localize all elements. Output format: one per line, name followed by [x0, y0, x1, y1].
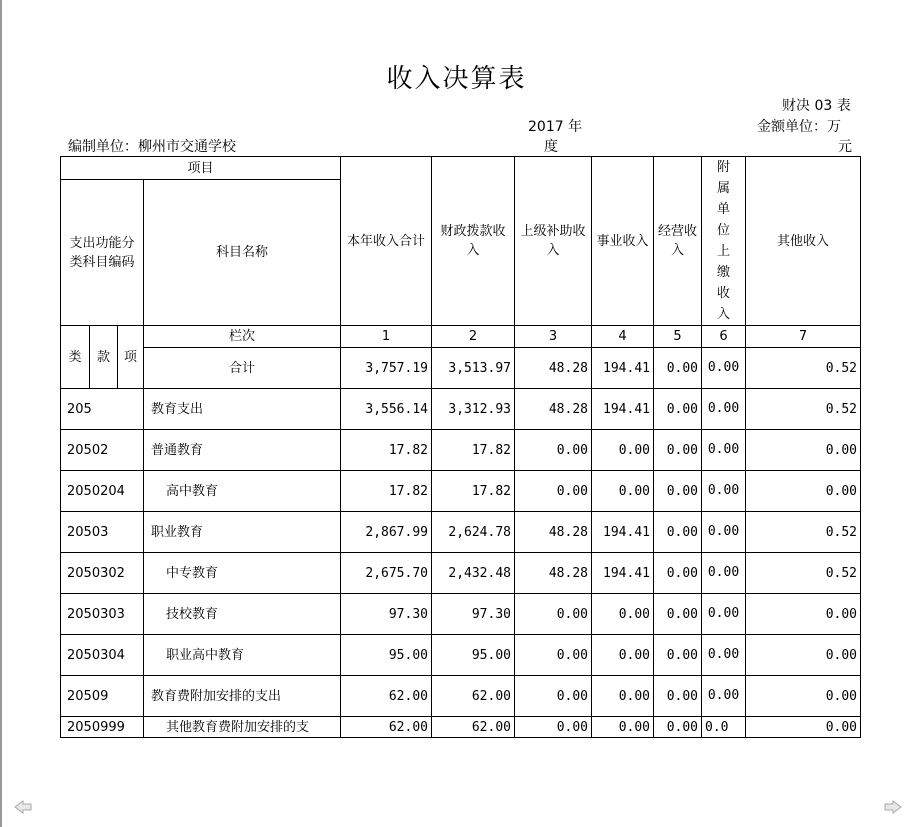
row-value: 95.00: [432, 635, 515, 676]
row-value-affiliated: 0.00: [702, 676, 746, 717]
row-value: 0.00: [515, 594, 592, 635]
row-value: 2,432.48: [432, 553, 515, 594]
row-value: 48.28: [515, 512, 592, 553]
row-value: 0.00: [592, 471, 654, 512]
form-number: 财决 03 表: [782, 98, 851, 114]
subject-name: 职业教育: [144, 512, 341, 553]
col-header-other-income: 其他收入: [746, 157, 861, 326]
xiang-label: 项: [118, 326, 144, 389]
affiliated-income-text: 附属单位上缴收入: [716, 160, 730, 322]
row-value: 0.00: [515, 635, 592, 676]
subject-code: 20509: [61, 676, 144, 717]
subject-code: 2050303: [61, 594, 144, 635]
total-label: 合计: [144, 348, 341, 389]
table-row: [61, 553, 861, 594]
row-value: 0.00: [654, 471, 702, 512]
row-value: 62.00: [341, 676, 432, 717]
row-value: 0.00: [746, 676, 861, 717]
row-value: 2,867.99: [341, 512, 432, 553]
col-index-label: 栏次: [144, 326, 341, 348]
row-value: 0.00: [515, 430, 592, 471]
subject-code: 2050204: [61, 471, 144, 512]
subject-code: 205: [61, 389, 144, 430]
income-table: [60, 156, 861, 738]
row-value: 62.00: [432, 717, 515, 738]
row-value: 0.00: [592, 676, 654, 717]
subject-code: 20502: [61, 430, 144, 471]
table-row: [61, 594, 861, 635]
column-index-row: [61, 326, 861, 348]
total-value: 0.52: [746, 348, 861, 389]
row-value: 0.00: [515, 471, 592, 512]
row-value: 62.00: [341, 717, 432, 738]
col-header-superior-subsidy: 上级补助收入: [515, 157, 592, 326]
total-value: 0.00: [654, 348, 702, 389]
row-value: 0.00: [654, 512, 702, 553]
row-value: 0.00: [592, 635, 654, 676]
row-value-affiliated: 0.00: [702, 471, 746, 512]
organization-label: 编制单位：柳州市交通学校: [68, 139, 236, 155]
page-left-border: [0, 0, 2, 827]
row-value-affiliated: 0.00: [702, 430, 746, 471]
total-value: 3,513.97: [432, 348, 515, 389]
subject-name: 技校教育: [144, 594, 341, 635]
total-value: 194.41: [592, 348, 654, 389]
row-value-affiliated: 0.00: [702, 553, 746, 594]
row-value-affiliated: 0.00: [702, 512, 746, 553]
col-number: 7: [746, 326, 861, 348]
row-value: 0.00: [654, 717, 702, 738]
subject-name: 职业高中教育: [144, 635, 341, 676]
row-value: 17.82: [341, 471, 432, 512]
row-value: 0.00: [515, 676, 592, 717]
subject-name: 其他教育费附加安排的支: [144, 717, 341, 738]
arrow-left-icon[interactable]: [14, 800, 32, 814]
row-value-affiliated: 0.00: [702, 594, 746, 635]
row-value: 0.00: [654, 389, 702, 430]
amount-unit-line2: 元: [838, 139, 852, 155]
subject-code: 2050999: [61, 717, 144, 738]
row-value: 0.00: [746, 594, 861, 635]
row-value: 0.00: [654, 430, 702, 471]
subject-code: 2050302: [61, 553, 144, 594]
row-value: 3,312.93: [432, 389, 515, 430]
row-value: 0.00: [515, 717, 592, 738]
table-row: [61, 430, 861, 471]
year-label-line1: 2017 年: [528, 119, 583, 135]
subject-name: 中专教育: [144, 553, 341, 594]
row-value-affiliated: 0.00: [702, 389, 746, 430]
kuan-label: 款: [90, 326, 118, 389]
col-number: 4: [592, 326, 654, 348]
row-value: 0.52: [746, 512, 861, 553]
col-header-business-income: 事业收入: [592, 157, 654, 326]
subject-name: 教育费附加安排的支出: [144, 676, 341, 717]
col-number: 5: [654, 326, 702, 348]
total-row: [61, 348, 861, 389]
row-value: 0.00: [592, 594, 654, 635]
row-value: 2,675.70: [341, 553, 432, 594]
table-row: [61, 512, 861, 553]
header-row-item: [61, 157, 861, 180]
row-value: 3,556.14: [341, 389, 432, 430]
row-value: 17.82: [432, 430, 515, 471]
report-title: 收入决算表: [386, 64, 527, 94]
row-value: 2,624.78: [432, 512, 515, 553]
row-value: 97.30: [341, 594, 432, 635]
col-header-total-income: 本年收入合计: [341, 157, 432, 326]
total-value: 3,757.19: [341, 348, 432, 389]
row-value: 194.41: [592, 512, 654, 553]
arrow-right-icon[interactable]: [884, 800, 902, 814]
col-header-fiscal-appropriation: 财政拨款收入: [432, 157, 515, 326]
row-value: 0.00: [592, 430, 654, 471]
subject-code: 2050304: [61, 635, 144, 676]
row-value: 17.82: [341, 430, 432, 471]
table-row: [61, 635, 861, 676]
table-row: [61, 676, 861, 717]
subject-name-header: 科目名称: [144, 180, 341, 326]
row-value-affiliated: 0.0: [702, 717, 746, 738]
row-value-affiliated: 0.00: [702, 635, 746, 676]
row-value: 0.00: [746, 635, 861, 676]
col-number: 2: [432, 326, 515, 348]
row-value: 0.00: [592, 717, 654, 738]
col-number: 1: [341, 326, 432, 348]
func-code-header: 支出功能分类科目编码: [61, 180, 144, 326]
subject-code: 20503: [61, 512, 144, 553]
row-value: 48.28: [515, 389, 592, 430]
row-value: 0.00: [746, 471, 861, 512]
subject-name: 教育支出: [144, 389, 341, 430]
col-number: 6: [702, 326, 746, 348]
row-value: 0.00: [654, 594, 702, 635]
lei-label: 类: [61, 326, 90, 389]
row-value: 0.52: [746, 389, 861, 430]
table-row: [61, 389, 861, 430]
item-header: 项目: [61, 157, 341, 180]
row-value: 194.41: [592, 389, 654, 430]
row-value: 0.00: [746, 430, 861, 471]
amount-unit-line1: 金额单位：万: [757, 119, 841, 135]
total-value: 48.28: [515, 348, 592, 389]
year-label-line2: 度: [544, 139, 558, 155]
subject-name: 高中教育: [144, 471, 341, 512]
table-row: [61, 471, 861, 512]
row-value: 62.00: [432, 676, 515, 717]
row-value: 95.00: [341, 635, 432, 676]
row-value: 0.00: [746, 717, 861, 738]
row-value: 0.00: [654, 553, 702, 594]
row-value: 48.28: [515, 553, 592, 594]
col-header-operating-income: 经营收入: [654, 157, 702, 326]
row-value: 97.30: [432, 594, 515, 635]
col-header-affiliated-income: [702, 157, 746, 326]
total-value-affiliated: 0.00: [702, 348, 746, 389]
table-row: [61, 717, 861, 738]
income-table-wrapper: [60, 156, 861, 738]
row-value: 17.82: [432, 471, 515, 512]
row-value: 194.41: [592, 553, 654, 594]
row-value: 0.00: [654, 676, 702, 717]
col-number: 3: [515, 326, 592, 348]
row-value: 0.00: [654, 635, 702, 676]
row-value: 0.52: [746, 553, 861, 594]
subject-name: 普通教育: [144, 430, 341, 471]
